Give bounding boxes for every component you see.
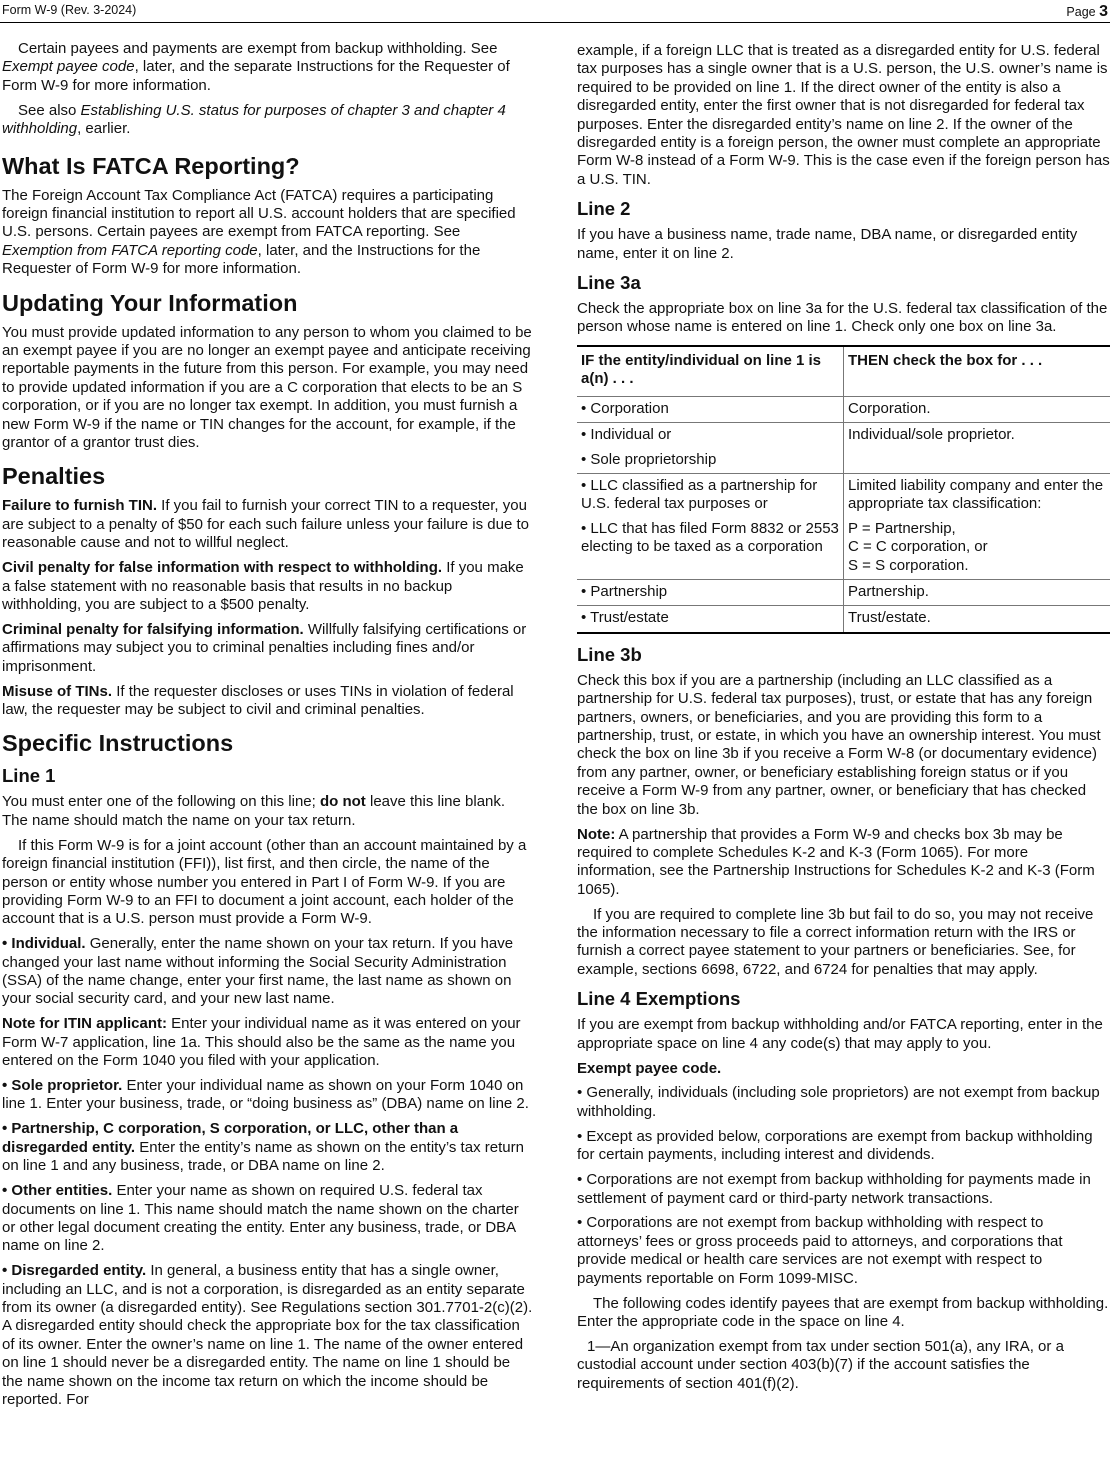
line3b-paragraph: Check this box if you are a partnership (including an LLC classified as a partnership for U.S. federal tax purposes), trust, or estate that has any foreign partners, owners, or beneficiaries, and you are providing this form to a partnership, trust, or estate, in which you have an ownership interest. You must check the box on line 3b if you receive a Form W-8 (or documentary evidence) from any partner, owner, or beneficiary establishing foreign status or if you receive a Form W-9 from any partner, owner, or beneficiary that has checked the box on line 3b. bbox=[577, 671, 1101, 818]
penalty-failure-tin bbox=[2, 497, 534, 552]
text: If the requester discloses or uses TINs in violation of federal law, the requester may be subject to civil and criminal penalties. bbox=[2, 682, 514, 718]
cell-line: S = S corporation. bbox=[848, 556, 969, 574]
line4-paragraph: If you are exempt from backup withholding and/or FATCA reporting, enter in the appropriate space on line 4 any code(s) that may apply to you. bbox=[577, 1016, 1103, 1052]
cell-line: • Individual or bbox=[581, 426, 672, 444]
text: , earlier. bbox=[77, 120, 131, 138]
text: , later, and the Instructions for the Requester of Form W-9 for more information. bbox=[2, 241, 481, 278]
table-cell bbox=[577, 473, 844, 579]
cell-line: • Sole proprietorship bbox=[581, 450, 717, 468]
penalty-criminal bbox=[2, 621, 534, 676]
emphasis: Exempt payee code bbox=[2, 58, 135, 76]
fatca-paragraph bbox=[2, 187, 534, 279]
cell-line: C = C corporation, or bbox=[848, 538, 988, 556]
text: You must enter one of the following on this line; bbox=[2, 793, 320, 811]
line2-heading: Line 2 bbox=[577, 198, 631, 220]
form-id: Form W-9 (Rev. 3-2024) bbox=[2, 3, 137, 17]
text: The Foreign Account Tax Compliance Act (FATCA) requires a participating foreign financial institution to report all U.S. account holders that are specified U.S. persons. Certain payees are exempt from FATCA reporting. See bbox=[2, 186, 516, 241]
table-row bbox=[577, 579, 1110, 605]
table-header-row bbox=[577, 346, 1110, 396]
page-indicator bbox=[1066, 3, 1108, 21]
text: Enter your individual name as shown on your Form 1040 on line 1. Enter your business, trade, or “doing business as” (DBA) name on line 2. bbox=[2, 1077, 529, 1113]
left-column bbox=[2, 40, 534, 1416]
individual-item bbox=[2, 935, 534, 1009]
bold-lead: Note: bbox=[577, 825, 616, 843]
line2-paragraph: If you have a business name, trade name, DBA name, or disregarded entity name, enter it on line 2. bbox=[577, 226, 1078, 262]
updating-paragraph: You must provide updated information to any person to whom you claimed to be an exempt payee if you are no longer an exempt payee and anticipate receiving reportable payments in the future from this person. For example, you may need to provide updated information if you are a C corporation that elects to be an S corporation, or if you are no longer tax exempt. In addition, you must furnish a new Form W-9 if the name or TIN changes for the account, for example, if the grantor of a grantor trust dies. bbox=[2, 323, 532, 451]
line4-heading: Line 4 Exemptions bbox=[577, 988, 741, 1010]
text: See also bbox=[18, 101, 81, 119]
penalties-heading: Penalties bbox=[2, 463, 106, 490]
line3a-paragraph: Check the appropriate box on line 3a for the U.S. federal tax classification of the person whose name is entered on line 1. Check only one box on line 3a. bbox=[577, 300, 1108, 336]
see-also-paragraph bbox=[2, 102, 534, 139]
classification-table bbox=[577, 345, 1110, 634]
bold-lead: • Disregarded entity. bbox=[2, 1262, 147, 1280]
bold-lead: • Sole proprietor. bbox=[2, 1077, 123, 1095]
text: Enter your individual name as it was entered on your Form W-7 application, line 1a. This should also be the same as the name you entered on the Form 1040 you filed with your application. bbox=[2, 1015, 521, 1070]
bold-lead: Criminal penalty for falsifying information. bbox=[2, 620, 304, 638]
line1-paragraph bbox=[2, 793, 534, 830]
bold-lead: • Individual. bbox=[2, 935, 86, 953]
table-cell bbox=[844, 473, 1111, 579]
itin-note bbox=[2, 1015, 534, 1070]
line3a-heading: Line 3a bbox=[577, 272, 641, 294]
partnership-item bbox=[2, 1120, 534, 1175]
table-row bbox=[577, 473, 1110, 579]
text: leave this line blank. The name should match the name on your tax return. bbox=[2, 793, 506, 829]
text: If you make a false statement with no reasonable basis that results in no backup withholding, you are subject to a $500 penalty. bbox=[2, 559, 524, 613]
bold-lead: • Partnership, C corporation, S corporation, or LLC, other than a disregarded entity. bbox=[2, 1120, 459, 1156]
other-entities-item bbox=[2, 1182, 534, 1256]
cell-line: Limited liability company and enter the appropriate tax classification: bbox=[848, 476, 1104, 513]
fatca-heading: What Is FATCA Reporting? bbox=[2, 152, 300, 179]
emphasis: Exemption from FATCA reporting code bbox=[2, 241, 258, 259]
cell-line: P = Partnership, bbox=[848, 519, 956, 537]
code-item: 1—An organization exempt from tax under section 501(a), any IRA, or a custodial account under section 403(b)(7) if the account satisfies the requirements of section 401(f)(2). bbox=[577, 1337, 1064, 1392]
text: A partnership that provides a Form W-9 and checks box 3b may be required to complete Schedules K-2 and K-3 (Form 1065). For more information, see the Partnership Instructions for Schedules K-2 and K-3 (Form 1065). bbox=[577, 825, 1095, 898]
table-row bbox=[577, 396, 1110, 422]
table-cell: Partnership. bbox=[844, 579, 1111, 605]
text: Enter your name as shown on required U.S. federal tax documents on line 1. This name should match the name shown on the charter or other legal document creating the entity. Enter any business, trade, or DBA name on line 2. bbox=[2, 1182, 519, 1255]
bullet-item: • Corporations are not exempt from backup withholding with respect to attorneys’ fees or gross proceeds paid to attorneys, and corporations that provide medical or health care services are not exempt with respect to payments reportable on Form 1099-MISC. bbox=[577, 1214, 1063, 1287]
cell-line: • LLC that has filed Form 8832 or 2553 electing to be taxed as a corporation bbox=[581, 519, 839, 556]
bold-lead: Civil penalty for false information with respect to withholding. bbox=[2, 559, 443, 577]
bold-lead: Misuse of TINs. bbox=[2, 682, 113, 700]
bold-lead: Exempt payee code. bbox=[577, 1059, 722, 1077]
text: Willfully falsifying certifications or affirmations may subject you to criminal penalties including fines and/or imprisonment. bbox=[2, 620, 527, 675]
table-cell: Individual/sole proprietor. bbox=[844, 423, 1111, 474]
table-cell: • Partnership bbox=[577, 579, 844, 605]
bullet-item: • Generally, individuals (including sole proprietors) are not exempt from backup withholding. bbox=[577, 1084, 1100, 1120]
right-column bbox=[577, 42, 1110, 1400]
penalty-misuse bbox=[2, 683, 534, 720]
table-cell bbox=[577, 423, 844, 474]
cell-line: • LLC classified as a partnership for U.S. federal tax purposes or bbox=[581, 476, 818, 513]
table-cell: • Corporation bbox=[577, 396, 844, 422]
text: , later, and the separate Instructions for the Requester of Form W-9 for more information. bbox=[2, 58, 510, 94]
table-row bbox=[577, 423, 1110, 474]
page-number: 3 bbox=[1099, 3, 1108, 20]
line3b-heading: Line 3b bbox=[577, 643, 642, 665]
text: Enter the entity’s name as shown on the entity’s tax return on line 1 and any business, trade, or DBA name on line 2. bbox=[2, 1138, 524, 1175]
table-cell: • Trust/estate bbox=[577, 606, 844, 633]
text: Certain payees and payments are exempt from backup withholding. See bbox=[18, 40, 498, 57]
bold-lead: Note for ITIN applicant: bbox=[2, 1015, 167, 1033]
bullet-item: • Except as provided below, corporations are exempt from backup withholding for certain payments, including interest and dividends. bbox=[577, 1127, 1093, 1164]
bold-lead: Failure to furnish TIN. bbox=[2, 497, 158, 515]
bold-lead: • Other entities. bbox=[2, 1182, 113, 1200]
note-paragraph bbox=[577, 826, 1110, 900]
text: In general, a business entity that has a single owner, including an LLC, and is not a corporation, is disregarded as an entity separate from its owner (a disregarded entity). See Regulations section 301.7701-2(c)(2). A disregarded entity should check the appropriate box for the tax classification of its owner. Enter the owner’s name on line 1. The name of the owner entered on line 1 should never be a disregarded entity. The name on line 1 should be the name shown on the income tax return on which the income should be reported. For bbox=[2, 1262, 533, 1409]
page-header bbox=[0, 0, 1110, 23]
line1-heading: Line 1 bbox=[2, 765, 56, 787]
exempt-payee-code-heading bbox=[577, 1060, 1110, 1078]
text: Generally, enter the name shown on your tax return. If you have changed your last name without informing the Social Security Administration (SSA) of the name change, enter your first name, the last name as shown on your social security card, and your new last name. bbox=[2, 935, 514, 1008]
sole-proprietor-item bbox=[2, 1077, 534, 1114]
codes-paragraph: The following codes identify payees that are exempt from backup withholding. Enter the appropriate code in the space on line 4. bbox=[577, 1294, 1109, 1330]
exempt-paragraph bbox=[2, 40, 534, 95]
penalty-civil bbox=[2, 559, 534, 614]
specific-instructions-heading: Specific Instructions bbox=[2, 730, 234, 757]
fail-paragraph: If you are required to complete line 3b but fail to do so, you may not receive the information necessary to file a correct information return with the IRS or furnish a correct payee statement to your partners or beneficiaries. See, for example, sections 6698, 6722, and 6724 for penalties that may apply. bbox=[577, 905, 1094, 978]
page-label: Page bbox=[1066, 5, 1096, 19]
table-cell: Trust/estate. bbox=[844, 606, 1111, 633]
emphasis: Establishing U.S. status for purposes of chapter 3 and chapter 4 withholding bbox=[2, 101, 506, 138]
updating-heading: Updating Your Information bbox=[2, 289, 298, 316]
continuation-paragraph: example, if a foreign LLC that is treated as a disregarded entity for U.S. federal tax purposes has a single owner that is a U.S. person, the U.S. owner’s name is required to be provided on line 1. If the direct owner of the entity is also a disregarded entity, enter the first owner that is not disregarded for federal tax purposes. Enter the disregarded entity’s name on line 2. If the owner of the disregarded entity is a foreign person, the owner must complete an appropriate Form W-8 instead of a Form W-9. This is the case even if the foreign person has a U.S. TIN. bbox=[577, 42, 1110, 188]
text: If you fail to furnish your correct TIN to a requester, you are subject to a penalty of $50 for each such failure unless your failure is due to reasonable cause and not to willful neglect. bbox=[2, 497, 529, 552]
disregarded-entity-item bbox=[2, 1262, 534, 1409]
bullet-item: • Corporations are not exempt from backup withholding for payments made in settlement of payment card or third-party network transactions. bbox=[577, 1171, 1091, 1207]
table-row bbox=[577, 606, 1110, 633]
joint-account-paragraph: If this Form W-9 is for a joint account (other than an account maintained by a foreign financial institution (FFI)), list first, and then circle, the name of the person or entity whose number you entered in Part I of Form W-9. If you are providing Form W-9 to an FFI to document a joint account, each holder of the account that is a U.S. person must provide a Form W-9. bbox=[2, 836, 527, 928]
table-cell: Corporation. bbox=[844, 396, 1111, 422]
bold-text: do not bbox=[319, 793, 366, 811]
table-header-cell: THEN check the box for . . . bbox=[848, 351, 1043, 369]
table-header-cell: IF the entity/individual on line 1 is a(n) . . . bbox=[577, 346, 844, 396]
